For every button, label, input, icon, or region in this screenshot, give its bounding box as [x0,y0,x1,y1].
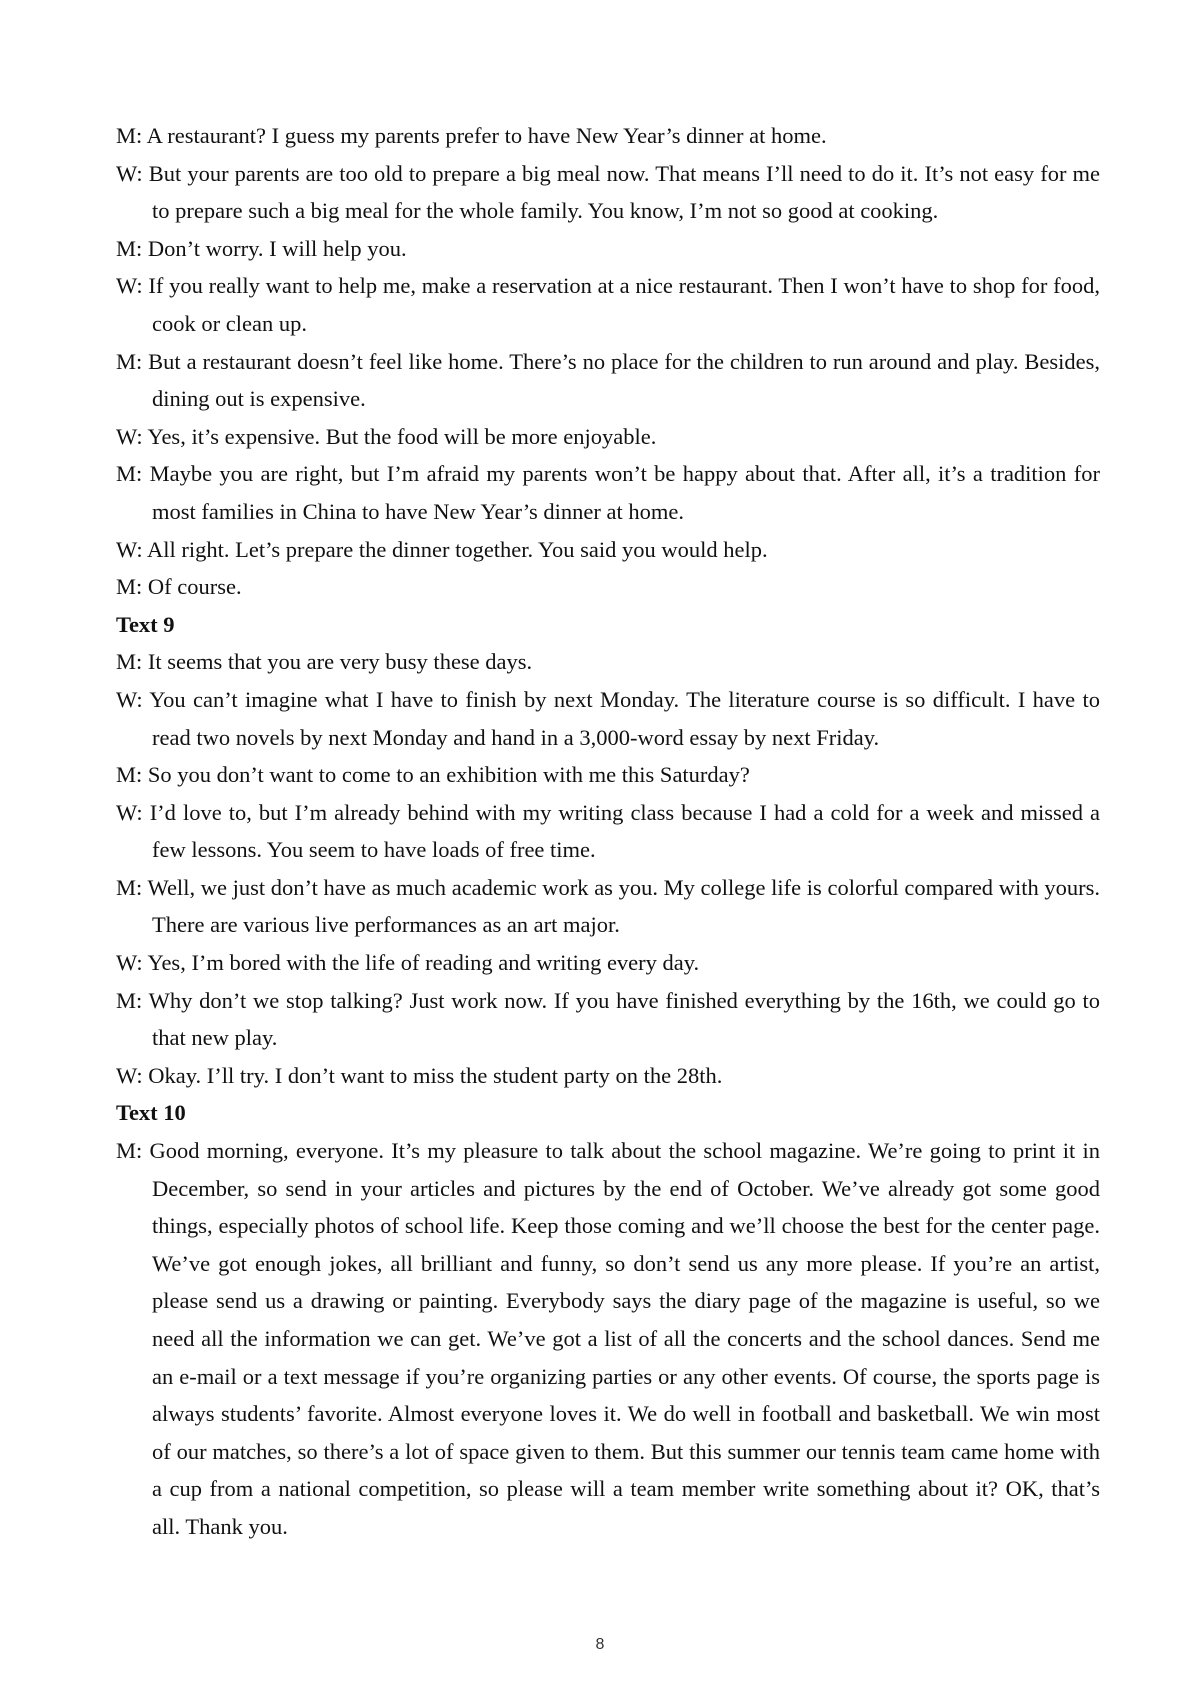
speaker-label: W: [116,423,148,449]
dialogue-turn [116,982,1100,1057]
speaker-label: M: [116,235,148,261]
dialogue-turn [116,267,1100,342]
dialogue-turn [116,1132,1100,1546]
dialogue-turn [116,418,1100,456]
speaker-label: M: [116,123,147,148]
dialogue-text: But a restaurant doesn’t feel like home. There’s no place for the children to run around and play. Besides, dining out is expensive. [148,348,1100,412]
dialogue-text: All right. Let’s prepare the dinner together. You said you would help. [147,536,768,562]
dialogue-turn [116,343,1100,418]
dialogue-text: Why don’t we stop talking? Just work now. If you have finished everything by the 16th, we could go to that new play. [148,987,1101,1051]
dialogue-text: Yes, I’m bored with the life of reading and writing every day. [147,950,700,976]
dialogue-text: Yes, it’s expensive. But the food will be more enjoyable. [147,423,657,449]
dialogue-turn [116,643,1100,681]
section-heading: Text 9 [116,611,175,637]
dialogue-turn [116,117,1100,155]
dialogue-text: It seems that you are very busy these days. [147,649,533,675]
speaker-label: W: [116,799,150,825]
speaker-label: M: [116,1138,150,1164]
dialogue-turn [116,230,1100,268]
speaker-label: W: [116,686,150,712]
speaker-label: M: [116,461,150,487]
speaker-label: M: [116,574,148,600]
dialogue-text: Okay. I’ll try. I don’t want to miss the student party on the 28th. [148,1062,723,1088]
dialogue-text: So you don’t want to come to an exhibition with me this Saturday? [147,762,750,788]
page-number: 8 [595,1636,605,1653]
dialogue-turn [116,568,1100,606]
speaker-label: W: [116,536,148,562]
speaker-label: W: [116,160,149,186]
dialogue-text: Maybe you are right, but I’m afraid my parents won’t be happy about that. After all, it’s a tradition for most families in China to have New Year’s dinner at home. [149,461,1100,524]
dialogue-text: Good morning, everyone. It’s my pleasure to talk about the school magazine. We’re going to print it in December, so send in your articles and pictures by the end of October. We’ve already got some good things, especially photos of school life. Keep those coming and we’ll choose the best for the center page. We’ve got enough jokes, all brilliant and funny, so don’t send us any more please. If you’re an artist, please send us a drawing or painting. Everybody says the diary page of the magazine is useful, so we need all the information we can get. We’ve got a list of all the concerts and the school dances. Send me an e-mail or a text message if you’re organizing parties or any other events. Of course, the sports page is always students’ favorite. Almost everyone loves it. We do well in football and basketball. We win most of our matches, so there’s a lot of space given to them. But this summer our tennis team came home with a cup from a national competition, so please will a team member write something about it? OK, that’s all. Thank you. [149,1138,1100,1539]
speaker-label: W: [116,950,148,976]
dialogue-turn [116,869,1100,944]
speaker-label: M: [116,762,148,788]
transcript-body [116,117,1100,1546]
dialogue-text: If you really want to help me, make a reservation at a nice restaurant. Then I won’t have to shop for food, cook or clean up. [148,273,1100,336]
speaker-label: M: [116,874,148,900]
dialogue-turn [116,681,1100,756]
dialogue-text: Of course. [147,574,242,600]
speaker-label: M: [116,649,148,675]
dialogue-turn [116,756,1100,794]
dialogue-text: But your parents are too old to prepare a big meal now. That means I’ll need to do it. It’s not easy for me to prepare such a big meal for the whole family. You know, I’m not so good at cooking. [148,160,1100,224]
dialogue-turn [116,944,1100,982]
dialogue-turn [116,455,1100,530]
dialogue-turn [116,1057,1100,1095]
speaker-label: W: [116,273,149,299]
speaker-label: M: [116,987,149,1013]
dialogue-text: A restaurant? I guess my parents prefer to have New Year’s dinner at home. [146,123,827,148]
dialogue-turn [116,155,1100,230]
dialogue-turn [116,531,1100,569]
dialogue-text: You can’t imagine what I have to finish by next Monday. The literature course is so difficult. I have to read two novels by next Monday and hand in a 3,000-word essay by next Friday. [149,686,1100,750]
section-heading: Text 10 [116,1100,186,1126]
speaker-label: M: [116,348,149,374]
dialogue-text: Well, we just don’t have as much academic work as you. My college life is colorful compared with yours. There are various live performances as an art major. [147,874,1100,938]
speaker-label: W: [116,1062,149,1088]
dialogue-text: I’d love to, but I’m already behind with my writing class because I had a cold for a week and missed a few lessons. You seem to have loads of free time. [149,799,1101,863]
dialogue-turn [116,794,1100,869]
dialogue-text: Don’t worry. I will help you. [147,235,407,261]
